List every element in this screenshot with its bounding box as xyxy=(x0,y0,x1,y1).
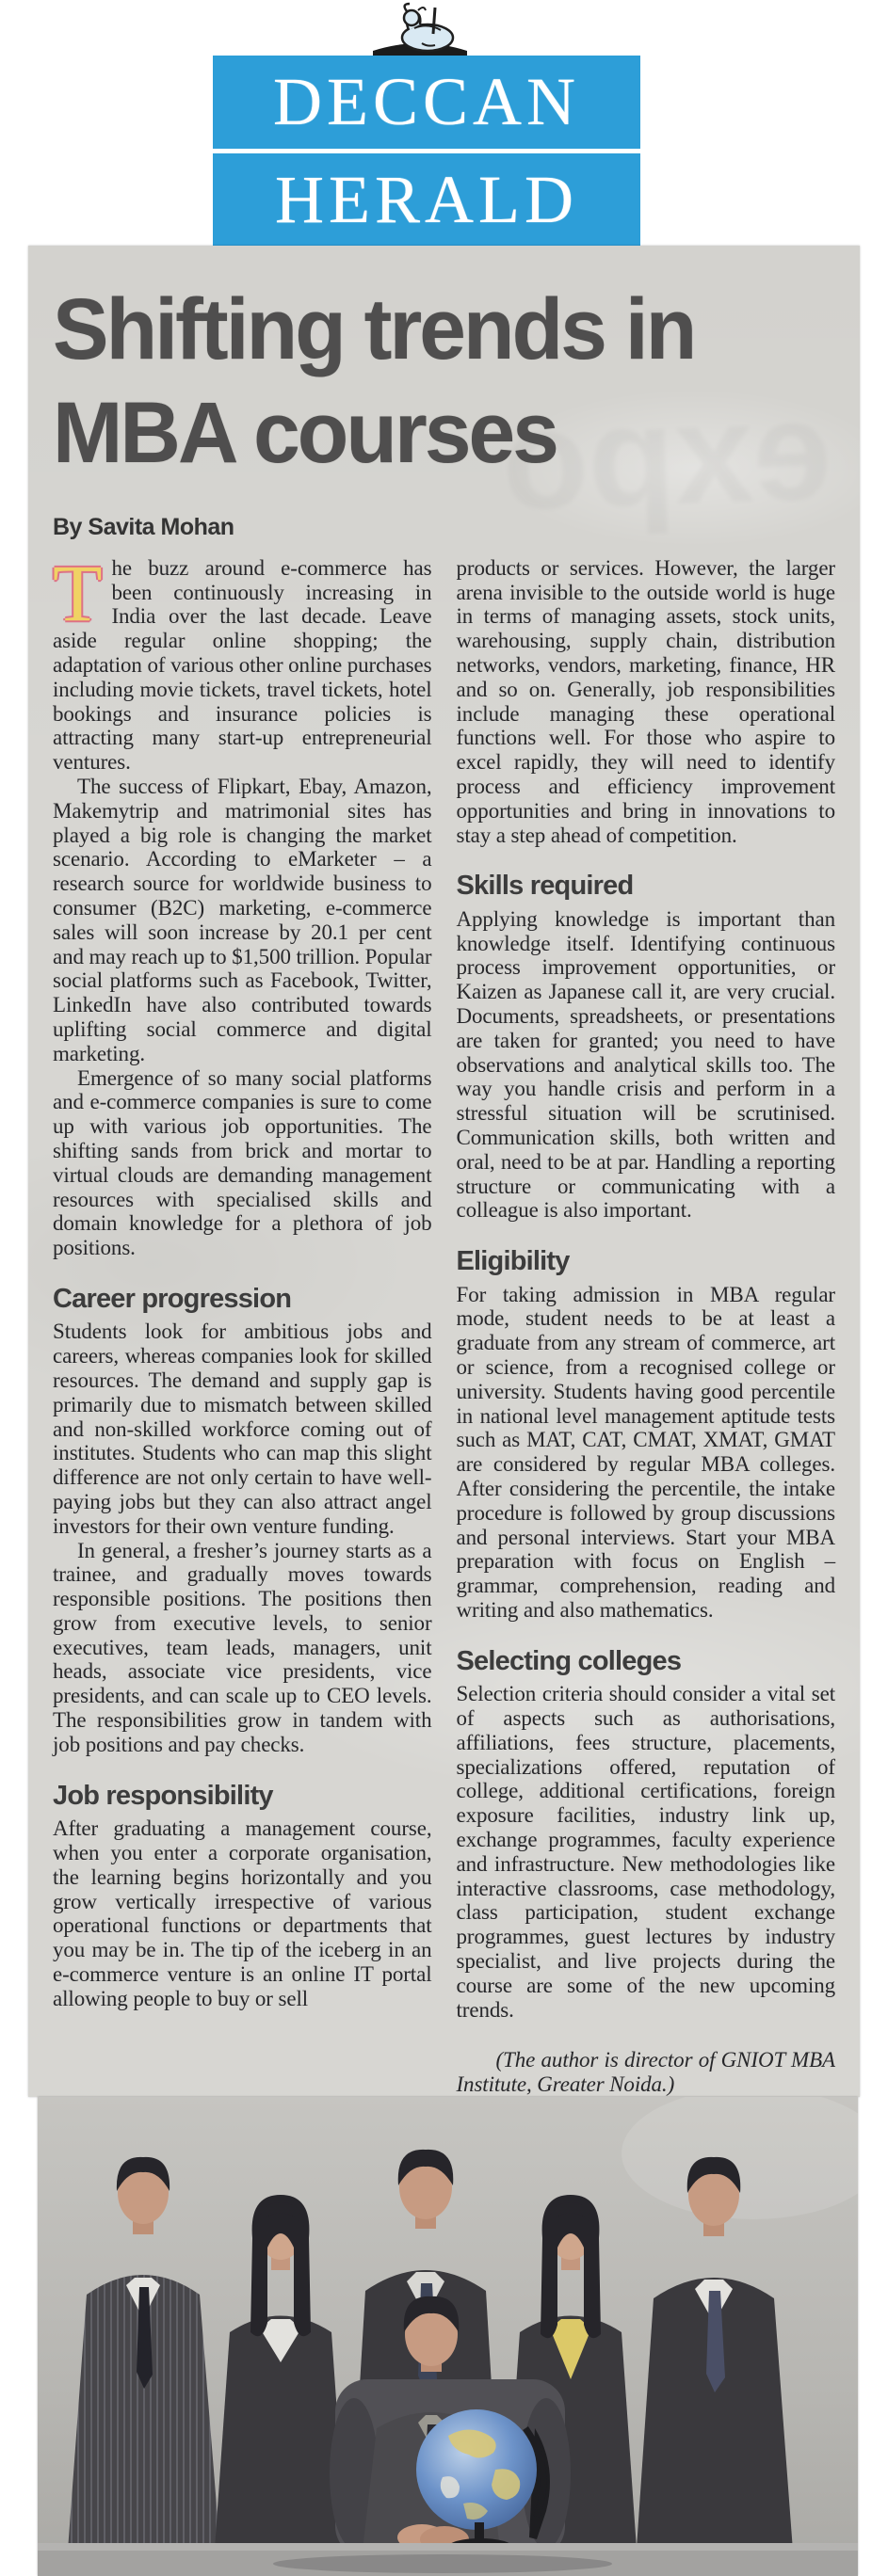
article-byline: By Savita Mohan xyxy=(53,513,234,540)
headline-line2: MBA courses xyxy=(53,385,557,482)
article-headline xyxy=(53,278,812,486)
masthead-line1: DECCAN xyxy=(272,64,580,140)
paragraph-text: he buzz around e-commerce has been continuously increasing in India over the last decade. Leave aside regular online shopping; the adaptation of various other online purchases including movie tickets, travel tickets, hotel bookings and insurance policies is attracting many start-up entrepreneurial ventures. xyxy=(53,555,432,775)
dropcap-letter: T xyxy=(53,547,103,638)
section-heading-selecting-colleges: Selecting colleges xyxy=(456,1645,682,1676)
article-clipping xyxy=(28,246,860,2097)
left-column xyxy=(53,547,432,2097)
masthead-line2: HERALD xyxy=(275,161,578,237)
section-heading-eligibility: Eligibility xyxy=(456,1246,570,1277)
paragraph: For taking admission in MBA regular mode, student needs to be at least a graduate from any stream of commerce, art or science, from a recognised college or university. Students having good percentile in national level management aptitude tests such as MAT, CAT, CMAT, XMAT, GMAT are considered by regular MBA colleges. After considering the percentile, the intake procedure is followed by group discussions and personal interviews. Start your MBA preparation with focus on English – grammar, comprehension, reading and writing and also mathematics. xyxy=(456,1282,835,1622)
mba-students-group-photo xyxy=(38,2097,858,2576)
paragraph: Students look for ambitious jobs and careers, whereas companies look for skilled resources. The demand and supply gap is primarily due to mismatch between skilled and non-skilled workforce coming out of institutes. Students who can map this slight difference are not only certain to have well-paying jobs but they can also attract angel investors for their own venture funding. xyxy=(53,1320,432,1538)
paragraph: In general, a fresher’s journey starts as a trainee, and gradually moves towards responsible positions. The positions then grow from executive levels, to senior executives, team leads, managers, unit heads, associate vice presidents, vice presidents, and can scale up to CEO levels. The responsibilities grow in tandem with job positions and pay checks. xyxy=(53,1538,432,1756)
paragraph: Emergence of so many social platforms and e-commerce companies is sure to come up with various job opportunities. The shifting sands from brick and mortar to virtual clouds are demanding management resources with specialised skills and domain knowledge for a plethora of job positions. xyxy=(53,1065,432,1260)
bleedthrough-ghost-text: expo xyxy=(499,370,834,540)
section-heading-skills-required: Skills required xyxy=(456,871,634,902)
paragraph: After graduating a management course, when you enter a corporate organisation, the learning begins horizontally and you grow vertically irrespective of various operational functions or departments that you may be in. The tip of the iceberg in an e-commerce venture is an online IT portal allowing people to buy or sell xyxy=(53,1816,432,2010)
paragraph: The success of Flipkart, Ebay, Amazon, Makemytrip and matrimonial sites has played a big role is changing the market scenario. According to eMarketer – a research source for worldwide business to consumer (B2C) marketing, e-commerce sales will soon increase by 20.1 per cent and may reach up to $1,500 trillion. Popular social platforms such as Facebook, Twitter, LinkedIn have also contributed towards uplifting social commerce and digital marketing. xyxy=(53,774,432,1065)
desk xyxy=(38,2543,858,2576)
author-credit: (The author is director of GNIOT MBA Institute, Greater Noida.) xyxy=(456,2048,835,2097)
paragraph: products or services. However, the larger arena invisible to the outside world is huge in terms of managing assets, stock units, warehousing, supply chain, distribution networks, vendors, marketing, finance, HR and so on. Generally, job responsibilities include managing these operational functions well. For those who aspire to excel rapidly, they will need to identify process and efficiency improvement opportunities and bring in innovations to stay a step ahead of competition. xyxy=(456,555,835,847)
section-heading-job-responsibility: Job responsibility xyxy=(53,1780,273,1811)
paragraph: Selection criteria should consider a vital set of aspects such as authorisations, affiliations, fees structure, placements, specializations offered, reputation of college, additional certifications, foreign exposure facilities, industry link up, exchange programmes, faculty experience and infrastructure. New methodologies like interactive classrooms, case methodology, class participation, student exchange programmes, guest lectures by industry specialist, and live projects during the course are some of the new upcoming trends. xyxy=(456,1682,835,2022)
masthead-deccan-herald xyxy=(213,56,640,246)
paragraph xyxy=(53,547,432,775)
nandi-bull-logo-icon xyxy=(365,2,475,56)
paragraph: Applying knowledge is important than knowledge itself. Identifying continuous process improvement opportunities, or Kaizen as Japanese call it, are very crucial. Documents, spreadsheets, or presentations are taken for granted; you need to have observations and analytical skills too. The way you handle crisis and perform in a stressful situation will be scrutinised. Communication skills, both written and oral, need to be at par. Handling a reporting structure or communicating with a colleague is also important. xyxy=(456,906,835,1223)
headline-line1: Shifting trends in xyxy=(53,281,695,377)
section-heading-career-progression: Career progression xyxy=(53,1283,292,1314)
right-column xyxy=(457,556,836,2097)
article-columns xyxy=(53,547,835,2097)
